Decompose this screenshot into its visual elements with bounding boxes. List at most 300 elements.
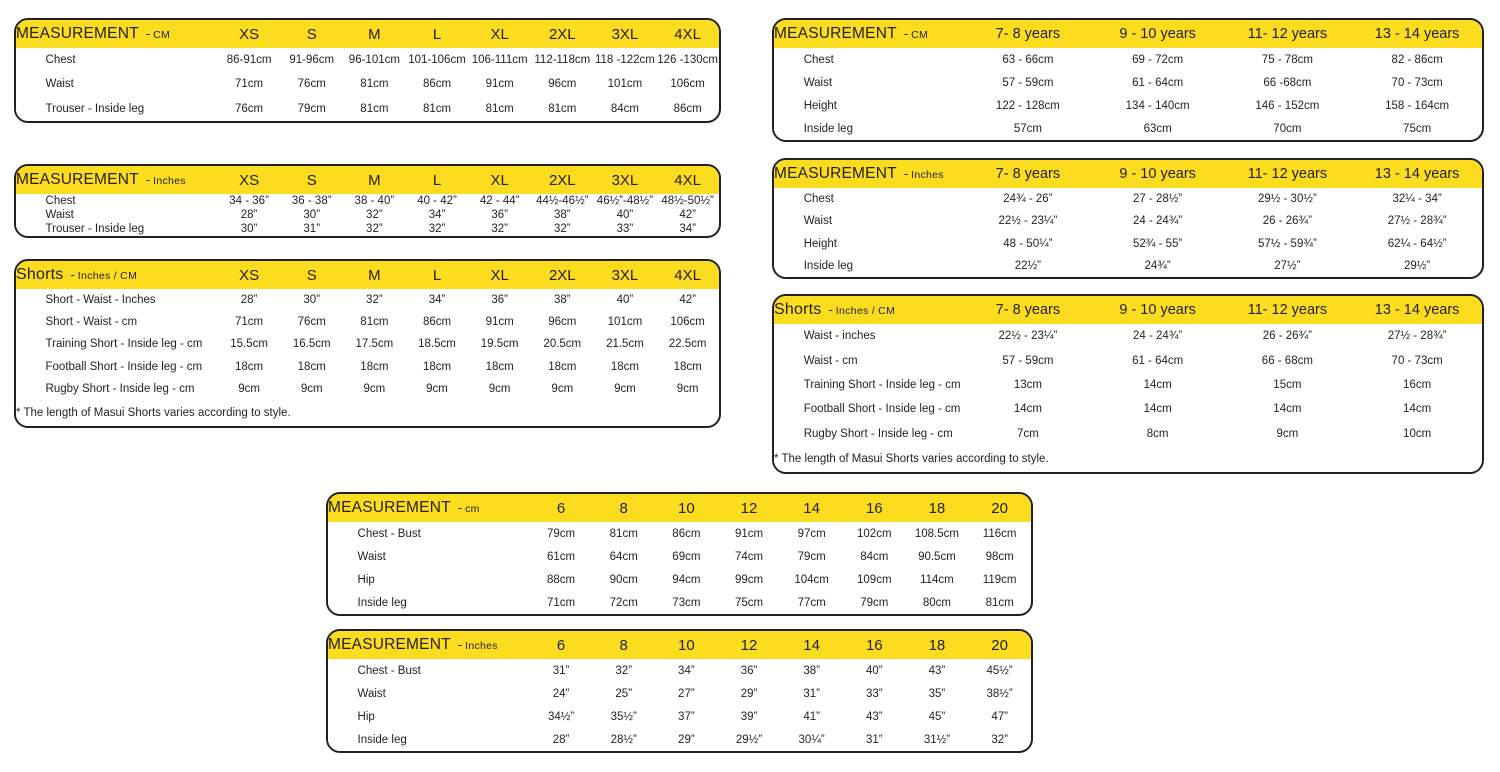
cell-women_in-1-2: 27” (678, 687, 695, 700)
cell-kids_shorts-1-0: 57 - 59cm (1002, 354, 1054, 367)
table-row (774, 94, 1482, 117)
column-header-adult_shorts-1: S (280, 261, 343, 289)
cell-women_cm-3-2: 73cm (672, 596, 701, 609)
cell-kids_shorts-0-2: 26 - 26¾” (1262, 330, 1312, 343)
cell-women_in-2-0: 34½” (547, 710, 575, 723)
cell-women_cm-0-4: 97cm (797, 527, 826, 540)
cell-women_in-1-6: 35” (928, 687, 946, 700)
cell-kids_shorts-2-1: 14cm (1143, 378, 1172, 391)
cell-kids_cm-2-0: 122 - 128cm (995, 99, 1060, 112)
cell-adult_shorts-0-3: 34” (428, 294, 446, 307)
column-header-adult_cm-7: 4XL (656, 20, 719, 48)
cell-adult_shorts-3-3: 18cm (422, 360, 452, 373)
size-table-kids_in (774, 160, 1482, 277)
cell-adult_in-2-4: 32” (491, 223, 508, 235)
row-label-adult_cm-2: Trouser - Inside leg (45, 102, 145, 115)
cell-adult_in-0-3: 40 - 42” (417, 195, 457, 207)
cell-women_in-3-7: 32” (991, 733, 1008, 746)
column-header-adult_cm-0: XS (218, 20, 281, 48)
column-header-women_in-6: 18 (906, 631, 969, 659)
cell-kids_shorts-0-3: 27½ - 28¾” (1387, 330, 1447, 343)
cell-adult_shorts-1-2: 81cm (360, 316, 389, 329)
cell-adult_shorts-4-4: 9cm (488, 382, 511, 395)
cell-women_cm-3-6: 80cm (922, 596, 951, 609)
row-gutter-adult_cm (16, 48, 46, 121)
cell-adult_cm-0-1: 91-96cm (289, 54, 335, 67)
row-label-adult_shorts-2: Training Short - Inside leg - cm (45, 338, 203, 351)
cell-women_in-0-1: 32” (615, 664, 633, 677)
row-label-adult_shorts-3: Football Short - Inside leg - cm (45, 360, 203, 373)
table-row (328, 659, 1031, 682)
row-label-kids_cm-0: Chest (803, 53, 834, 66)
cell-kids_in-1-2: 26 - 26¾” (1262, 215, 1312, 228)
cell-women_cm-1-4: 79cm (797, 550, 826, 563)
table-header-label-women_in (328, 631, 530, 659)
cell-adult_shorts-4-2: 9cm (363, 382, 386, 395)
cell-kids_cm-2-2: 146 - 152cm (1255, 99, 1320, 112)
cell-adult_shorts-0-4: 36” (491, 294, 508, 307)
cell-women_in-2-6: 45” (928, 710, 946, 723)
column-header-women_in-1: 8 (592, 631, 655, 659)
cell-kids_cm-1-0: 57 - 59cm (1002, 76, 1054, 89)
table-row (16, 208, 719, 222)
cell-kids_cm-3-3: 75cm (1403, 122, 1432, 135)
cell-adult_in-2-5: 32” (553, 223, 571, 235)
cell-adult_shorts-4-0: 9cm (238, 382, 260, 395)
footnote-row-kids_shorts (774, 446, 1482, 472)
cell-adult_in-1-1: 30” (303, 209, 321, 221)
cell-adult_shorts-1-3: 86cm (422, 316, 452, 329)
cell-women_in-3-5: 31” (865, 733, 883, 746)
row-gutter-kids_cm (774, 48, 804, 140)
column-header-kids_shorts-3: 13 - 14 years (1352, 296, 1482, 324)
cell-adult_shorts-1-1: 76cm (297, 316, 326, 329)
cell-adult_in-0-7: 48½-50½” (661, 195, 714, 207)
cell-kids_in-0-2: 29½ - 30½” (1257, 193, 1317, 206)
table-row (328, 682, 1031, 705)
table-row (16, 194, 719, 208)
cell-kids_shorts-0-0: 22½ - 23¼” (998, 330, 1058, 343)
cell-adult_shorts-3-2: 18cm (360, 360, 389, 373)
column-header-kids_cm-3: 13 - 14 years (1352, 20, 1482, 48)
column-header-adult_in-6: 3XL (594, 166, 657, 194)
cell-women_cm-0-6: 108.5cm (914, 527, 959, 540)
column-header-women_cm-1: 8 (592, 494, 655, 522)
column-header-women_in-4: 14 (780, 631, 843, 659)
cell-adult_shorts-1-7: 106cm (670, 316, 705, 329)
column-header-women_in-0: 6 (530, 631, 593, 659)
table-row (328, 728, 1031, 751)
column-header-adult_in-0: XS (218, 166, 281, 194)
cell-kids_shorts-3-3: 14cm (1403, 403, 1432, 416)
cell-women_cm-3-1: 72cm (609, 596, 638, 609)
row-gutter-adult_shorts (16, 289, 46, 400)
cell-women_in-1-0: 24” (552, 687, 570, 700)
column-header-women_cm-7: 20 (968, 494, 1031, 522)
column-header-adult_in-7: 4XL (656, 166, 719, 194)
cell-kids_cm-1-1: 61 - 64cm (1132, 76, 1184, 89)
cell-women_in-2-5: 43” (865, 710, 883, 723)
cell-women_in-1-5: 33” (865, 687, 883, 700)
row-label-women_cm-2: Hip (357, 573, 375, 586)
cell-adult_in-0-0: 34 - 36” (229, 195, 269, 207)
table-row (16, 48, 719, 72)
size-table-adult_shorts (16, 261, 719, 426)
row-gutter-kids_in (774, 188, 804, 277)
footnote-row-adult_shorts (16, 400, 719, 426)
table-row (16, 311, 719, 333)
row-label-kids_shorts-0: Waist - inches (803, 330, 876, 343)
cell-adult_in-0-1: 36 - 38” (291, 195, 332, 207)
row-label-kids_shorts-3: Football Short - Inside leg - cm (803, 403, 961, 416)
table-row (774, 233, 1482, 255)
table-unit-adult_cm: CM (153, 29, 171, 41)
cell-adult_shorts-3-5: 18cm (548, 360, 577, 373)
cell-adult_in-2-7: 34” (679, 223, 696, 235)
cell-women_cm-1-1: 64cm (609, 550, 638, 563)
cell-kids_in-3-3: 29½” (1404, 259, 1431, 272)
table-row (16, 289, 719, 311)
cell-kids_cm-0-0: 63 - 66cm (1002, 53, 1054, 66)
cell-adult_in-2-2: 32” (366, 223, 383, 235)
cell-kids_in-0-3: 32¼ - 34” (1392, 193, 1442, 206)
column-header-adult_in-3: L (406, 166, 469, 194)
row-label-women_in-2: Hip (357, 710, 375, 723)
size-table-adult_in (16, 166, 719, 236)
cell-women_cm-2-5: 109cm (857, 573, 892, 586)
cell-adult_in-2-0: 30” (240, 223, 258, 235)
table-row (16, 97, 719, 121)
cell-adult_in-2-3: 32” (428, 223, 446, 235)
table-row (774, 188, 1482, 210)
table-title-kids_in: MEASUREMENT (774, 165, 897, 182)
row-label-kids_cm-1: Waist (803, 76, 833, 89)
cell-women_cm-1-5: 84cm (860, 550, 889, 563)
cell-women_in-2-2: 37” (678, 710, 695, 723)
cell-adult_shorts-3-0: 18cm (235, 360, 264, 373)
size-table-women_cm (328, 494, 1031, 614)
cell-adult_in-2-6: 33” (616, 223, 634, 235)
column-header-kids_cm-2: 11- 12 years (1223, 20, 1353, 48)
column-header-women_in-5: 16 (843, 631, 906, 659)
column-header-adult_shorts-4: XL (468, 261, 531, 289)
cell-adult_cm-2-4: 81cm (485, 102, 514, 115)
cell-kids_shorts-1-2: 66 - 68cm (1261, 354, 1313, 367)
cell-women_cm-2-6: 114cm (920, 573, 954, 586)
cell-women_cm-3-7: 81cm (985, 596, 1014, 609)
cell-women_cm-1-2: 69cm (672, 550, 701, 563)
cell-kids_in-1-0: 22½ - 23¼” (998, 215, 1058, 228)
column-header-adult_shorts-3: L (406, 261, 469, 289)
table-row (16, 222, 719, 236)
column-header-women_cm-3: 12 (718, 494, 781, 522)
row-label-adult_shorts-1: Short - Waist - cm (45, 316, 138, 329)
cell-women_cm-0-1: 81cm (609, 527, 638, 540)
row-label-women_cm-3: Inside leg (357, 596, 407, 609)
column-header-kids_shorts-1: 9 - 10 years (1093, 296, 1223, 324)
column-header-kids_shorts-2: 11- 12 years (1223, 296, 1353, 324)
cell-kids_cm-2-3: 158 - 164cm (1385, 99, 1450, 112)
size-chart-women-cm (326, 492, 1033, 616)
cell-adult_cm-1-6: 101cm (607, 78, 643, 91)
cell-adult_cm-0-3: 101-106cm (408, 54, 466, 67)
cell-kids_cm-1-2: 66 -68cm (1263, 76, 1312, 89)
table-unit-kids_cm: CM (911, 29, 929, 41)
title-dash-kids_shorts: - (828, 302, 833, 317)
cell-women_in-0-3: 36” (740, 664, 758, 677)
cell-kids_cm-1-3: 70 - 73cm (1391, 76, 1443, 89)
cell-women_in-2-1: 35½” (610, 710, 637, 723)
cell-women_in-3-4: 30¼” (798, 733, 825, 746)
cell-adult_cm-2-3: 81cm (422, 102, 452, 115)
cell-adult_shorts-3-7: 18cm (673, 360, 702, 373)
table-row (16, 72, 719, 96)
column-header-kids_shorts-0: 7- 8 years (963, 296, 1093, 324)
cell-kids_shorts-4-3: 10cm (1403, 427, 1432, 440)
cell-adult_cm-0-6: 118 -122cm (594, 54, 655, 67)
row-gutter-women_in (328, 659, 358, 751)
cell-women_cm-2-3: 99cm (734, 573, 764, 586)
size-chart-adult-inches (14, 164, 721, 238)
cell-women_in-0-7: 45½” (986, 664, 1013, 677)
cell-adult_cm-1-1: 76cm (297, 78, 326, 91)
cell-adult_shorts-2-0: 15.5cm (230, 338, 268, 351)
cell-kids_in-3-2: 27½” (1274, 259, 1301, 272)
cell-women_cm-1-6: 90.5cm (918, 550, 956, 563)
row-gutter-kids_shorts (774, 324, 804, 446)
row-label-kids_in-2: Height (803, 237, 837, 250)
table-header-label-adult_shorts (16, 261, 218, 289)
title-dash-adult_shorts: - (70, 267, 75, 282)
cell-women_in-1-3: 29” (740, 687, 758, 700)
column-header-kids_cm-1: 9 - 10 years (1093, 20, 1223, 48)
table-row (16, 333, 719, 355)
cell-adult_cm-1-7: 106cm (670, 78, 705, 91)
table-row (774, 373, 1482, 397)
cell-adult_in-1-7: 42” (679, 209, 696, 221)
cell-adult_shorts-3-6: 18cm (610, 360, 639, 373)
column-header-kids_in-0: 7- 8 years (963, 160, 1093, 188)
column-header-kids_cm-0: 7- 8 years (963, 20, 1093, 48)
cell-women_cm-3-4: 77cm (797, 596, 826, 609)
table-header-label-kids_cm (774, 20, 963, 48)
cell-adult_in-1-5: 38” (553, 209, 571, 221)
row-label-women_cm-0: Chest - Bust (357, 527, 421, 540)
cell-adult_cm-1-0: 71cm (235, 78, 264, 91)
table-row (774, 324, 1482, 348)
column-header-adult_shorts-7: 4XL (656, 261, 719, 289)
row-label-kids_shorts-2: Training Short - Inside leg - cm (803, 378, 961, 391)
row-label-women_in-1: Waist (357, 687, 386, 700)
table-row (774, 348, 1482, 372)
cell-adult_cm-2-1: 79cm (297, 102, 326, 115)
cell-adult_shorts-2-3: 18.5cm (418, 338, 456, 351)
table-title-kids_shorts: Shorts (774, 301, 822, 318)
cell-kids_in-3-1: 24¾” (1144, 259, 1171, 272)
column-header-adult_cm-1: S (280, 20, 343, 48)
table-row (328, 522, 1031, 545)
table-header-label-women_cm (328, 494, 530, 522)
table-title-adult_cm: MEASUREMENT (16, 25, 139, 42)
table-unit-women_in: Inches (465, 640, 498, 652)
title-dash-kids_in: - (903, 166, 909, 181)
column-header-women_cm-5: 16 (843, 494, 906, 522)
cell-kids_in-2-3: 62¼ - 64½” (1387, 237, 1447, 250)
table-title-adult_shorts: Shorts (16, 266, 64, 283)
cell-adult_in-1-2: 32” (366, 209, 383, 221)
row-label-adult_in-2: Trouser - Inside leg (45, 223, 145, 235)
cell-adult_shorts-4-5: 9cm (551, 382, 574, 395)
column-header-adult_shorts-2: M (343, 261, 406, 289)
table-row (328, 705, 1031, 728)
table-title-women_cm: MEASUREMENT (328, 499, 451, 516)
cell-women_in-0-4: 38” (803, 664, 820, 677)
cell-adult_cm-0-5: 112-118cm (534, 54, 591, 67)
table-row (328, 545, 1031, 568)
cell-women_in-2-4: 41” (803, 710, 820, 723)
cell-adult_shorts-3-1: 18cm (297, 360, 326, 373)
cell-adult_cm-1-4: 91cm (485, 78, 514, 91)
cell-kids_cm-2-1: 134 - 140cm (1125, 99, 1190, 112)
cell-adult_shorts-2-5: 20.5cm (543, 338, 582, 351)
cell-adult_cm-2-7: 86cm (673, 102, 702, 115)
row-label-adult_in-1: Waist (45, 209, 74, 221)
cell-kids_shorts-4-2: 9cm (1276, 427, 1299, 440)
cell-adult_shorts-0-6: 40” (616, 294, 634, 307)
cell-kids_cm-0-3: 82 - 86cm (1391, 53, 1443, 66)
column-header-kids_in-2: 11- 12 years (1223, 160, 1353, 188)
column-header-women_cm-0: 6 (530, 494, 593, 522)
cell-adult_shorts-0-0: 28” (240, 294, 258, 307)
cell-kids_cm-3-1: 63cm (1143, 122, 1172, 135)
footnote-adult_shorts: * The length of Masui Shorts varies according to style. (16, 400, 719, 426)
column-header-adult_cm-5: 2XL (531, 20, 594, 48)
size-chart-adult-shorts (14, 259, 721, 428)
cell-kids_in-0-0: 24¾ - 26” (1003, 193, 1053, 206)
cell-women_cm-2-0: 88cm (547, 573, 576, 586)
table-row (774, 397, 1482, 421)
cell-adult_shorts-0-2: 32” (366, 294, 383, 307)
table-row (16, 378, 719, 400)
cell-adult_cm-0-0: 86-91cm (226, 54, 272, 67)
cell-kids_cm-0-2: 75 - 78cm (1261, 53, 1313, 66)
cell-women_in-0-6: 43” (928, 664, 946, 677)
cell-adult_in-1-6: 40” (616, 209, 634, 221)
table-row (774, 255, 1482, 277)
column-header-women_cm-2: 10 (655, 494, 718, 522)
size-chart-women-inches (326, 629, 1033, 753)
cell-adult_shorts-4-7: 9cm (676, 382, 699, 395)
column-header-adult_in-1: S (280, 166, 343, 194)
cell-women_cm-3-5: 79cm (860, 596, 889, 609)
table-row (774, 422, 1482, 446)
cell-women_cm-1-0: 61cm (547, 550, 576, 563)
table-title-adult_in: MEASUREMENT (16, 171, 139, 188)
table-unit-women_cm: cm (465, 503, 480, 515)
cell-women_in-3-1: 28½” (610, 733, 637, 746)
row-label-kids_cm-2: Height (803, 99, 837, 112)
cell-women_cm-2-7: 119cm (982, 573, 1017, 586)
cell-adult_cm-1-2: 81cm (360, 78, 389, 91)
row-label-kids_cm-3: Inside leg (803, 122, 853, 135)
cell-adult_shorts-1-6: 101cm (607, 316, 643, 329)
cell-adult_shorts-4-6: 9cm (614, 382, 636, 395)
column-header-women_in-3: 12 (718, 631, 781, 659)
cell-women_in-1-4: 31” (803, 687, 820, 700)
cell-kids_in-0-1: 27 - 28½” (1133, 193, 1183, 206)
row-gutter-women_cm (328, 522, 358, 614)
footnote-kids_shorts: * The length of Masui Shorts varies according to style. (774, 446, 1482, 472)
cell-kids_cm-3-2: 70cm (1273, 122, 1302, 135)
column-header-adult_cm-4: XL (468, 20, 531, 48)
cell-adult_shorts-1-5: 96cm (548, 316, 577, 329)
row-label-women_cm-1: Waist (357, 550, 386, 563)
cell-women_cm-0-3: 91cm (734, 527, 764, 540)
row-label-adult_cm-0: Chest (45, 54, 76, 67)
cell-adult_cm-1-5: 96cm (548, 78, 577, 91)
table-row (774, 71, 1482, 94)
column-header-adult_cm-3: L (406, 20, 469, 48)
column-header-adult_cm-6: 3XL (594, 20, 657, 48)
size-table-kids_shorts (774, 296, 1482, 472)
column-header-women_in-2: 10 (655, 631, 718, 659)
row-label-kids_in-1: Waist (803, 215, 833, 228)
cell-women_in-0-5: 40” (865, 664, 883, 677)
cell-women_cm-2-2: 94cm (672, 573, 701, 586)
cell-adult_cm-0-7: 126 -130cm (657, 54, 718, 67)
size-table-adult_cm (16, 20, 719, 121)
column-header-adult_shorts-0: XS (218, 261, 281, 289)
table-header-label-adult_in (16, 166, 218, 194)
title-dash-kids_cm: - (903, 26, 909, 41)
size-chart-kids-cm (772, 18, 1484, 142)
cell-adult_cm-2-6: 84cm (610, 102, 639, 115)
cell-kids_in-1-3: 27½ - 28¾” (1387, 215, 1447, 228)
cell-adult_shorts-2-1: 16.5cm (292, 338, 331, 351)
table-header-label-kids_shorts (774, 296, 963, 324)
row-label-adult_in-0: Chest (45, 195, 76, 207)
cell-women_in-3-0: 28” (552, 733, 570, 746)
cell-women_cm-0-7: 116cm (982, 527, 1017, 540)
table-row (328, 568, 1031, 591)
table-title-women_in: MEASUREMENT (328, 636, 451, 653)
cell-kids_in-2-1: 52¾ - 55” (1133, 237, 1183, 250)
cell-women_cm-3-0: 71cm (547, 596, 576, 609)
table-row (16, 356, 719, 378)
cell-women_in-0-2: 34” (678, 664, 695, 677)
cell-adult_shorts-4-1: 9cm (300, 382, 323, 395)
cell-adult_shorts-1-0: 71cm (235, 316, 264, 329)
cell-kids_in-3-0: 22½” (1014, 259, 1041, 272)
column-header-adult_in-5: 2XL (531, 166, 594, 194)
cell-adult_shorts-2-4: 19.5cm (480, 338, 519, 351)
column-header-kids_in-1: 9 - 10 years (1093, 160, 1223, 188)
table-unit-kids_shorts: Inches / CM (835, 305, 896, 317)
cell-kids_in-1-1: 24 - 24¾” (1133, 215, 1183, 228)
cell-adult_in-0-5: 44½-46½” (536, 195, 589, 207)
cell-adult_shorts-3-4: 18cm (485, 360, 514, 373)
title-dash-adult_in: - (145, 172, 151, 187)
cell-women_cm-0-2: 86cm (672, 527, 701, 540)
cell-women_cm-0-0: 79cm (547, 527, 576, 540)
column-header-adult_shorts-5: 2XL (531, 261, 594, 289)
column-header-women_cm-6: 18 (906, 494, 969, 522)
column-header-adult_in-2: M (343, 166, 406, 194)
column-header-women_in-7: 20 (968, 631, 1031, 659)
cell-kids_shorts-2-2: 15cm (1273, 378, 1302, 391)
row-label-kids_shorts-4: Rugby Short - Inside leg - cm (803, 427, 953, 440)
cell-adult_in-1-0: 28” (240, 209, 258, 221)
